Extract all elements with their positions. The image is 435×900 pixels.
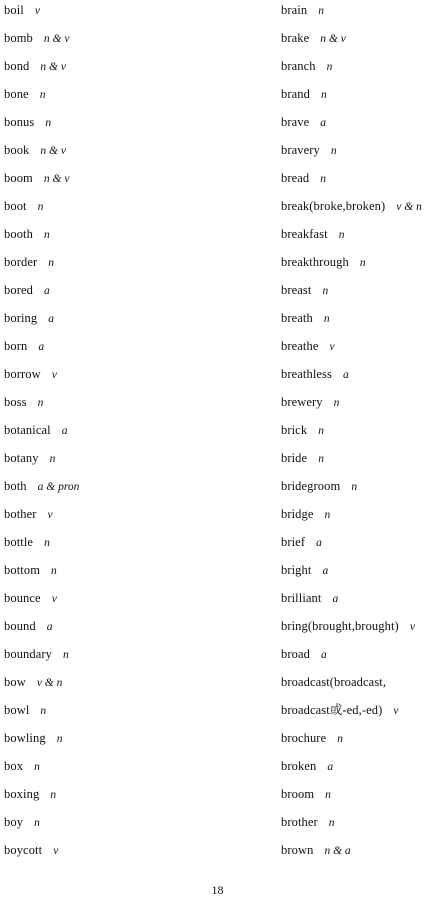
vocab-entry <box>4 169 234 197</box>
vocab-entry <box>281 757 433 785</box>
entry-word: bond <box>4 59 30 73</box>
vocab-entry <box>4 533 234 561</box>
part-of-speech: n <box>323 313 330 325</box>
vocab-entry <box>4 645 234 673</box>
vocab-entry <box>4 29 234 57</box>
right-word-column <box>281 1 433 869</box>
part-of-speech: n <box>338 229 345 241</box>
vocab-entry <box>281 57 433 85</box>
entry-word: bowl <box>4 703 30 717</box>
vocab-entry <box>4 505 234 533</box>
vocab-entry <box>4 253 234 281</box>
entry-word: breast <box>281 283 312 297</box>
entry-word: bomb <box>4 31 33 45</box>
entry-word: bride <box>281 451 308 465</box>
vocab-entry <box>4 617 234 645</box>
entry-word: borrow <box>4 367 41 381</box>
vocab-entry <box>4 841 234 869</box>
part-of-speech: n <box>50 789 57 801</box>
entry-word: brick <box>281 423 308 437</box>
part-of-speech: n & v <box>320 33 346 45</box>
entry-word: breathless <box>281 367 332 381</box>
entry-word: broadcast或-ed,-ed) <box>281 703 383 717</box>
vocab-entry <box>281 449 433 477</box>
vocab-entry <box>4 309 234 337</box>
vocab-entry <box>4 589 234 617</box>
vocab-entry <box>281 785 433 813</box>
vocab-entry <box>4 393 234 421</box>
vocab-entry <box>4 225 234 253</box>
entry-word: bother <box>4 507 37 521</box>
part-of-speech: v <box>409 621 415 633</box>
entry-word: break(broke,broken) <box>281 199 386 213</box>
part-of-speech: n <box>337 733 343 745</box>
part-of-speech: n <box>333 397 340 409</box>
part-of-speech: n <box>44 537 50 549</box>
entry-word: bread <box>281 171 310 185</box>
entry-word: boom <box>4 171 33 185</box>
part-of-speech: n <box>325 789 331 801</box>
entry-word: booth <box>4 227 33 241</box>
vocab-entry <box>4 757 234 785</box>
entry-word: bone <box>4 87 29 101</box>
entry-word: box <box>4 759 24 773</box>
vocab-entry <box>4 113 234 141</box>
vocab-entry <box>281 281 433 309</box>
part-of-speech: n <box>320 89 327 101</box>
part-of-speech: n <box>63 649 69 661</box>
vocab-entry <box>281 393 433 421</box>
part-of-speech: a <box>320 649 327 661</box>
entry-word: bottom <box>4 563 41 577</box>
entry-word: brown <box>281 843 314 857</box>
vocab-entry <box>4 813 234 841</box>
entry-word: bounce <box>4 591 41 605</box>
part-of-speech: n & a <box>324 845 351 857</box>
entry-word: both <box>4 479 27 493</box>
part-of-speech: n & v <box>43 33 70 45</box>
part-of-speech: n <box>351 481 358 493</box>
part-of-speech: n <box>320 173 327 185</box>
left-word-column <box>4 1 234 869</box>
vocab-entry <box>281 421 433 449</box>
part-of-speech: n <box>40 705 47 717</box>
part-of-speech: a <box>38 341 45 353</box>
part-of-speech: n <box>56 733 63 745</box>
part-of-speech: v & n <box>36 677 63 689</box>
entry-word: broken <box>281 759 317 773</box>
part-of-speech: a <box>46 621 53 633</box>
part-of-speech: n <box>34 817 40 829</box>
entry-word: breakthrough <box>281 255 349 269</box>
part-of-speech: a <box>322 565 329 577</box>
entry-word: botanical <box>4 423 51 437</box>
entry-word: born <box>4 339 28 353</box>
part-of-speech: v & n <box>396 201 422 213</box>
entry-word: book <box>4 143 30 157</box>
entry-word: brewery <box>281 395 323 409</box>
vocab-entry <box>281 225 433 253</box>
entry-word: broom <box>281 787 315 801</box>
part-of-speech: a <box>316 537 322 549</box>
vocab-entry <box>281 29 433 57</box>
entry-word: broadcast(broadcast, <box>281 675 387 689</box>
part-of-speech: n <box>322 285 329 297</box>
part-of-speech: n <box>45 117 52 129</box>
part-of-speech: n <box>330 145 337 157</box>
entry-word: brother <box>281 815 318 829</box>
part-of-speech: v <box>51 593 57 605</box>
entry-word: bonus <box>4 115 35 129</box>
vocab-entry <box>4 1 234 29</box>
entry-word: bowling <box>4 731 46 745</box>
vocab-entry <box>281 589 433 617</box>
vocab-entry <box>4 673 234 701</box>
vocab-entry <box>4 477 234 505</box>
vocab-entry <box>281 645 433 673</box>
vocab-entry <box>281 617 433 645</box>
part-of-speech: n <box>318 5 324 17</box>
part-of-speech: n <box>318 425 324 437</box>
vocab-entry <box>4 281 234 309</box>
vocab-entry <box>281 1 433 29</box>
part-of-speech: n & v <box>40 145 66 157</box>
entry-word: bright <box>281 563 312 577</box>
vocab-entry <box>4 197 234 225</box>
entry-word: boy <box>4 815 24 829</box>
part-of-speech: a <box>342 369 349 381</box>
part-of-speech: v <box>34 5 40 17</box>
vocab-entry <box>4 57 234 85</box>
vocab-entry <box>281 85 433 113</box>
part-of-speech: a <box>43 285 50 297</box>
part-of-speech: n <box>318 453 324 465</box>
entry-word: bridegroom <box>281 479 341 493</box>
entry-word: brake <box>281 31 310 45</box>
vocab-entry <box>281 337 433 365</box>
vocab-entry <box>281 841 433 869</box>
entry-word: bring(brought,brought) <box>281 619 399 633</box>
entry-word: brand <box>281 87 310 101</box>
part-of-speech: v <box>53 845 59 857</box>
part-of-speech: n <box>39 89 46 101</box>
entry-word: bow <box>4 675 26 689</box>
vocab-entry <box>281 505 433 533</box>
vocab-entry <box>281 729 433 757</box>
entry-word: boycott <box>4 843 43 857</box>
vocab-entry <box>281 169 433 197</box>
vocab-entry <box>4 141 234 169</box>
vocab-entry <box>281 561 433 589</box>
part-of-speech: n <box>37 201 44 213</box>
vocab-entry <box>281 701 433 729</box>
entry-word: boss <box>4 395 27 409</box>
part-of-speech: a <box>61 425 68 437</box>
vocab-entry <box>281 477 433 505</box>
part-of-speech: n <box>34 761 40 773</box>
vocab-entry <box>281 813 433 841</box>
vocab-entry <box>281 113 433 141</box>
part-of-speech: n & v <box>40 61 66 73</box>
part-of-speech: n <box>359 257 366 269</box>
vocab-entry <box>281 365 433 393</box>
entry-word: branch <box>281 59 316 73</box>
vocab-entry <box>4 561 234 589</box>
part-of-speech: v <box>47 509 53 521</box>
entry-word: breathe <box>281 339 319 353</box>
entry-word: boring <box>4 311 38 325</box>
entry-word: boundary <box>4 647 53 661</box>
entry-word: broad <box>281 647 310 661</box>
part-of-speech: v <box>393 705 399 717</box>
vocab-entry <box>281 533 433 561</box>
entry-word: boxing <box>4 787 40 801</box>
vocab-entry <box>4 785 234 813</box>
entry-word: boot <box>4 199 27 213</box>
page-number: 18 <box>211 883 224 897</box>
entry-word: brilliant <box>281 591 322 605</box>
part-of-speech: n <box>43 229 50 241</box>
vocab-entry <box>281 141 433 169</box>
entry-word: brain <box>281 3 308 17</box>
part-of-speech: a <box>327 761 334 773</box>
entry-word: bridge <box>281 507 314 521</box>
part-of-speech: n <box>324 509 331 521</box>
vocab-entry <box>4 421 234 449</box>
vocab-entry <box>4 337 234 365</box>
entry-word: bound <box>4 619 36 633</box>
part-of-speech: a <box>48 313 54 325</box>
part-of-speech: n <box>326 61 333 73</box>
entry-word: brave <box>281 115 310 129</box>
part-of-speech: n <box>37 397 44 409</box>
vocab-entry <box>4 701 234 729</box>
part-of-speech: n & v <box>43 173 70 185</box>
entry-word: brief <box>281 535 306 549</box>
part-of-speech: a <box>320 117 327 129</box>
vocab-entry <box>4 365 234 393</box>
vocab-entry <box>281 253 433 281</box>
entry-word: border <box>4 255 38 269</box>
part-of-speech: n <box>48 257 54 269</box>
vocab-entry <box>4 85 234 113</box>
part-of-speech: v <box>51 369 57 381</box>
part-of-speech: n <box>51 565 57 577</box>
part-of-speech: n <box>328 817 335 829</box>
part-of-speech: a <box>332 593 339 605</box>
entry-word: brochure <box>281 731 327 745</box>
entry-word: breath <box>281 311 313 325</box>
part-of-speech: v <box>329 341 335 353</box>
entry-word: boil <box>4 3 24 17</box>
vocab-entry <box>281 197 433 225</box>
vocab-entry <box>4 729 234 757</box>
vocab-entry <box>281 673 433 701</box>
part-of-speech: a & pron <box>37 481 80 493</box>
entry-word: breakfast <box>281 227 328 241</box>
vocab-entry <box>4 449 234 477</box>
entry-word: bored <box>4 283 33 297</box>
entry-word: botany <box>4 451 39 465</box>
vocab-entry <box>281 309 433 337</box>
entry-word: bravery <box>281 143 320 157</box>
entry-word: bottle <box>4 535 34 549</box>
part-of-speech: n <box>49 453 56 465</box>
